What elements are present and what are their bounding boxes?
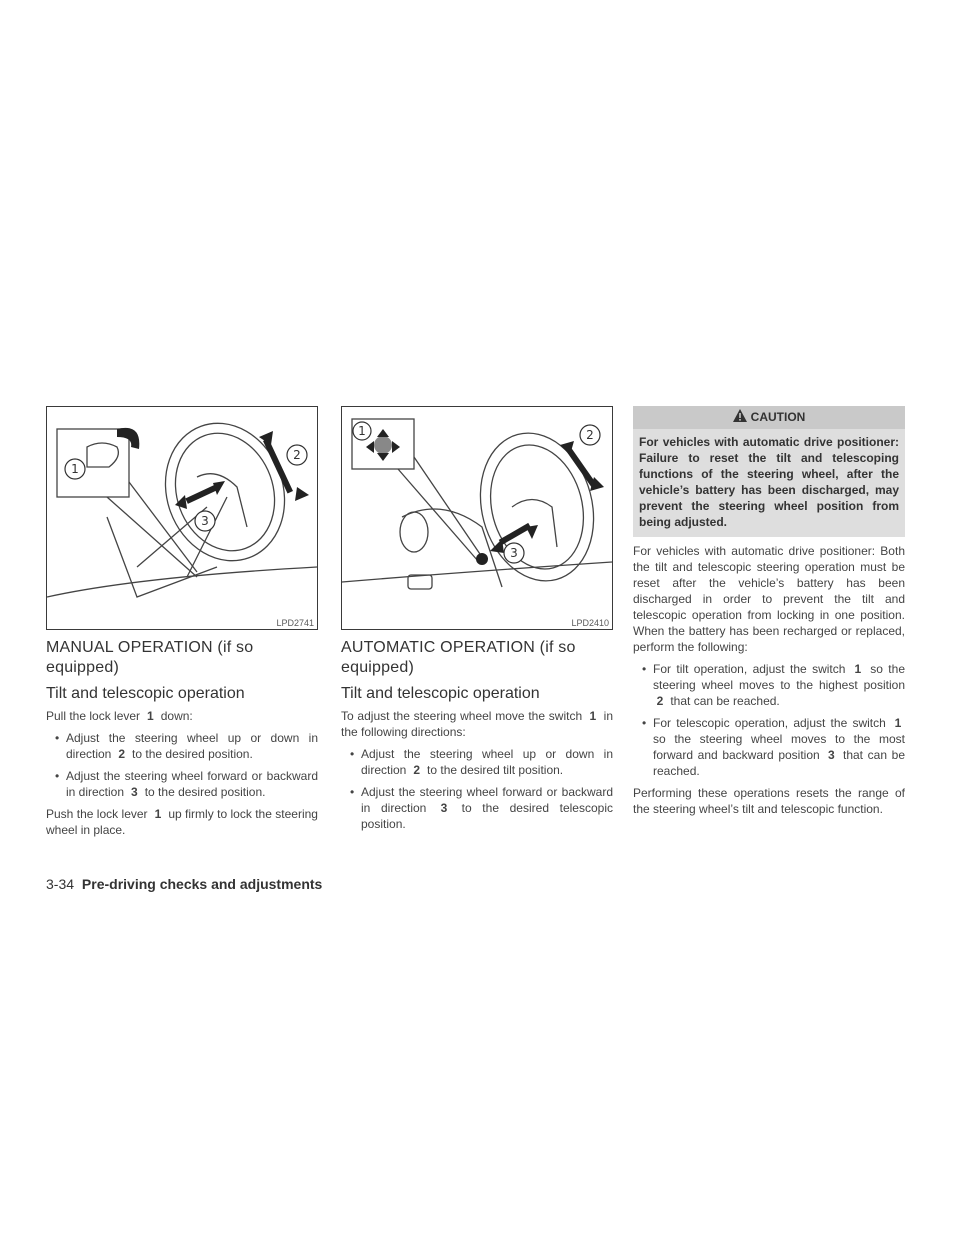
callout-2: 2 — [118, 747, 126, 761]
page-footer — [46, 876, 322, 892]
svg-text:2: 2 — [586, 428, 594, 442]
callout-2: 2 — [656, 693, 664, 708]
battery-paragraph: For vehicles with automatic drive positioner: Both the tilt and telescopic steering operation must be reset after the vehicle’s battery has been discharged in order to prevent the tilt and telescopic operation from locking in one position. When the battery has been recharged or replaced, perform the following: — [633, 543, 905, 654]
callout-3: 3 — [131, 785, 138, 799]
caution-header — [633, 406, 905, 429]
automatic-intro-paragraph: To adjust the steering wheel move the switch 1 in the following directions: — [341, 709, 613, 739]
list-item: • Adjust the steering wheel up or down in direction 2 to the desired tilt position. — [350, 747, 613, 777]
manual-tilt-subheading: Tilt and telescopic operation — [46, 685, 245, 702]
callout-1: 1 — [589, 709, 597, 723]
caution-column — [633, 406, 905, 823]
manual-intro-paragraph: Pull the lock lever 1 down: — [46, 709, 193, 723]
manual-outro-paragraph: Push the lock lever 1 up firmly to lock the steering wheel in place. — [46, 807, 318, 837]
automatic-steering-illustration — [342, 407, 612, 629]
caution-box — [633, 406, 905, 537]
caution-text: For vehicles with automatic drive positioner: Failure to reset the tilt and telescoping functions of the steering wheel, after the vehicle’s battery has been discharged, may prevent the steering wheel position from being adjusted. — [639, 434, 899, 529]
callout-1: 1 — [894, 715, 902, 730]
list-item: • For tilt operation, adjust the switch 1 so the steering wheel moves to the highest position 2 that can be reached. — [642, 661, 905, 708]
automatic-operation-heading: AUTOMATIC OPERATION (if so equipped) — [341, 639, 576, 676]
callout-1: 1 — [854, 661, 862, 676]
section-title: Pre-driving checks and adjustments — [81, 876, 323, 892]
manual-steering-illustration — [47, 407, 317, 629]
svg-text:3: 3 — [201, 514, 209, 528]
manual-operation-column — [46, 406, 318, 844]
automatic-steering-figure — [341, 406, 613, 630]
figure-code: LPD2741 — [276, 618, 314, 628]
list-item: • Adjust the steering wheel forward or backward in direction 3 to the desired telescopic position. — [350, 785, 613, 831]
callout-3: 3 — [440, 801, 448, 815]
warning-icon — [733, 407, 747, 429]
closing-paragraph: Performing these operations resets the range of the steering wheel’s tilt and telescopic function. — [633, 785, 905, 816]
manual-bullet-list — [46, 730, 318, 800]
list-item: • Adjust the steering wheel up or down in direction 2 to the desired position. — [55, 731, 318, 761]
svg-text:2: 2 — [293, 448, 301, 462]
callout-2: 2 — [413, 763, 421, 777]
page-number: 3-34 — [46, 876, 75, 892]
svg-text:1: 1 — [358, 424, 366, 438]
svg-text:3: 3 — [510, 546, 518, 560]
svg-text:1: 1 — [71, 462, 79, 476]
manual-operation-heading: MANUAL OPERATION (if so equipped) — [46, 639, 254, 676]
automatic-bullet-list — [341, 746, 613, 832]
callout-3: 3 — [828, 747, 835, 762]
manual-steering-figure — [46, 406, 318, 630]
list-item: • For telescopic operation, adjust the switch 1 so the steering wheel moves to the most forward and backward position 3 that can be reached. — [642, 715, 905, 778]
automatic-operation-column — [341, 406, 613, 838]
callout-1: 1 — [154, 807, 162, 821]
list-item: • Adjust the steering wheel forward or backward in direction 3 to the desired position. — [55, 769, 318, 799]
reset-bullet-list — [633, 661, 905, 779]
caution-title: CAUTION — [750, 410, 806, 424]
figure-code: LPD2410 — [571, 618, 609, 628]
automatic-tilt-subheading: Tilt and telescopic operation — [341, 685, 540, 702]
callout-1: 1 — [147, 709, 154, 723]
